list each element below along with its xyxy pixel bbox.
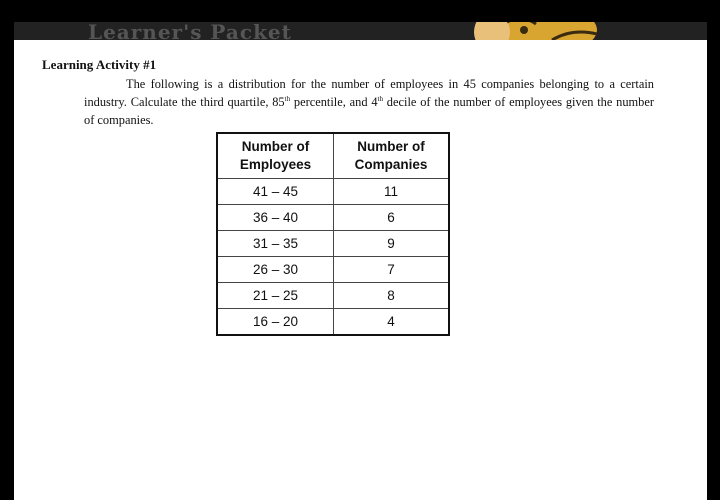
header-banner: [14, 22, 707, 40]
employees-cell: 31 – 35: [217, 231, 334, 257]
activity-instructions: The following is a distribution for the number of employees in 45 companies belonging to a certain industry. Calculate the third quartile, 85th percentile, and 4th decile of the number of employees given the number of companies.: [84, 77, 655, 127]
table-row: [217, 283, 449, 309]
col-header-companies: Number of Companies: [334, 133, 450, 179]
cartoon-illustration: [462, 22, 612, 40]
companies-cell: 4: [334, 309, 450, 336]
table-row: [217, 231, 449, 257]
companies-cell: 8: [334, 283, 450, 309]
col-header-employees: Number of Employees: [217, 133, 334, 179]
employees-cell: 36 – 40: [217, 205, 334, 231]
employees-cell: 41 – 45: [217, 179, 334, 205]
activity-heading: Learning Activity #1: [42, 57, 157, 72]
companies-cell: 7: [334, 257, 450, 283]
table-row: [217, 257, 449, 283]
distribution-table: [216, 132, 450, 336]
companies-cell: 6: [334, 205, 450, 231]
table-row: [217, 205, 449, 231]
black-border-top: [0, 0, 720, 22]
black-border-left: [0, 0, 14, 500]
table-row: [217, 309, 449, 336]
employees-cell: 16 – 20: [217, 309, 334, 336]
table-row: [217, 179, 449, 205]
employees-cell: 21 – 25: [217, 283, 334, 309]
table-header-row: [217, 133, 449, 179]
black-border-right: [707, 0, 720, 500]
employees-cell: 26 – 30: [217, 257, 334, 283]
companies-cell: 11: [334, 179, 450, 205]
companies-cell: 9: [334, 231, 450, 257]
banner-title: Learner's Packet: [88, 22, 292, 40]
